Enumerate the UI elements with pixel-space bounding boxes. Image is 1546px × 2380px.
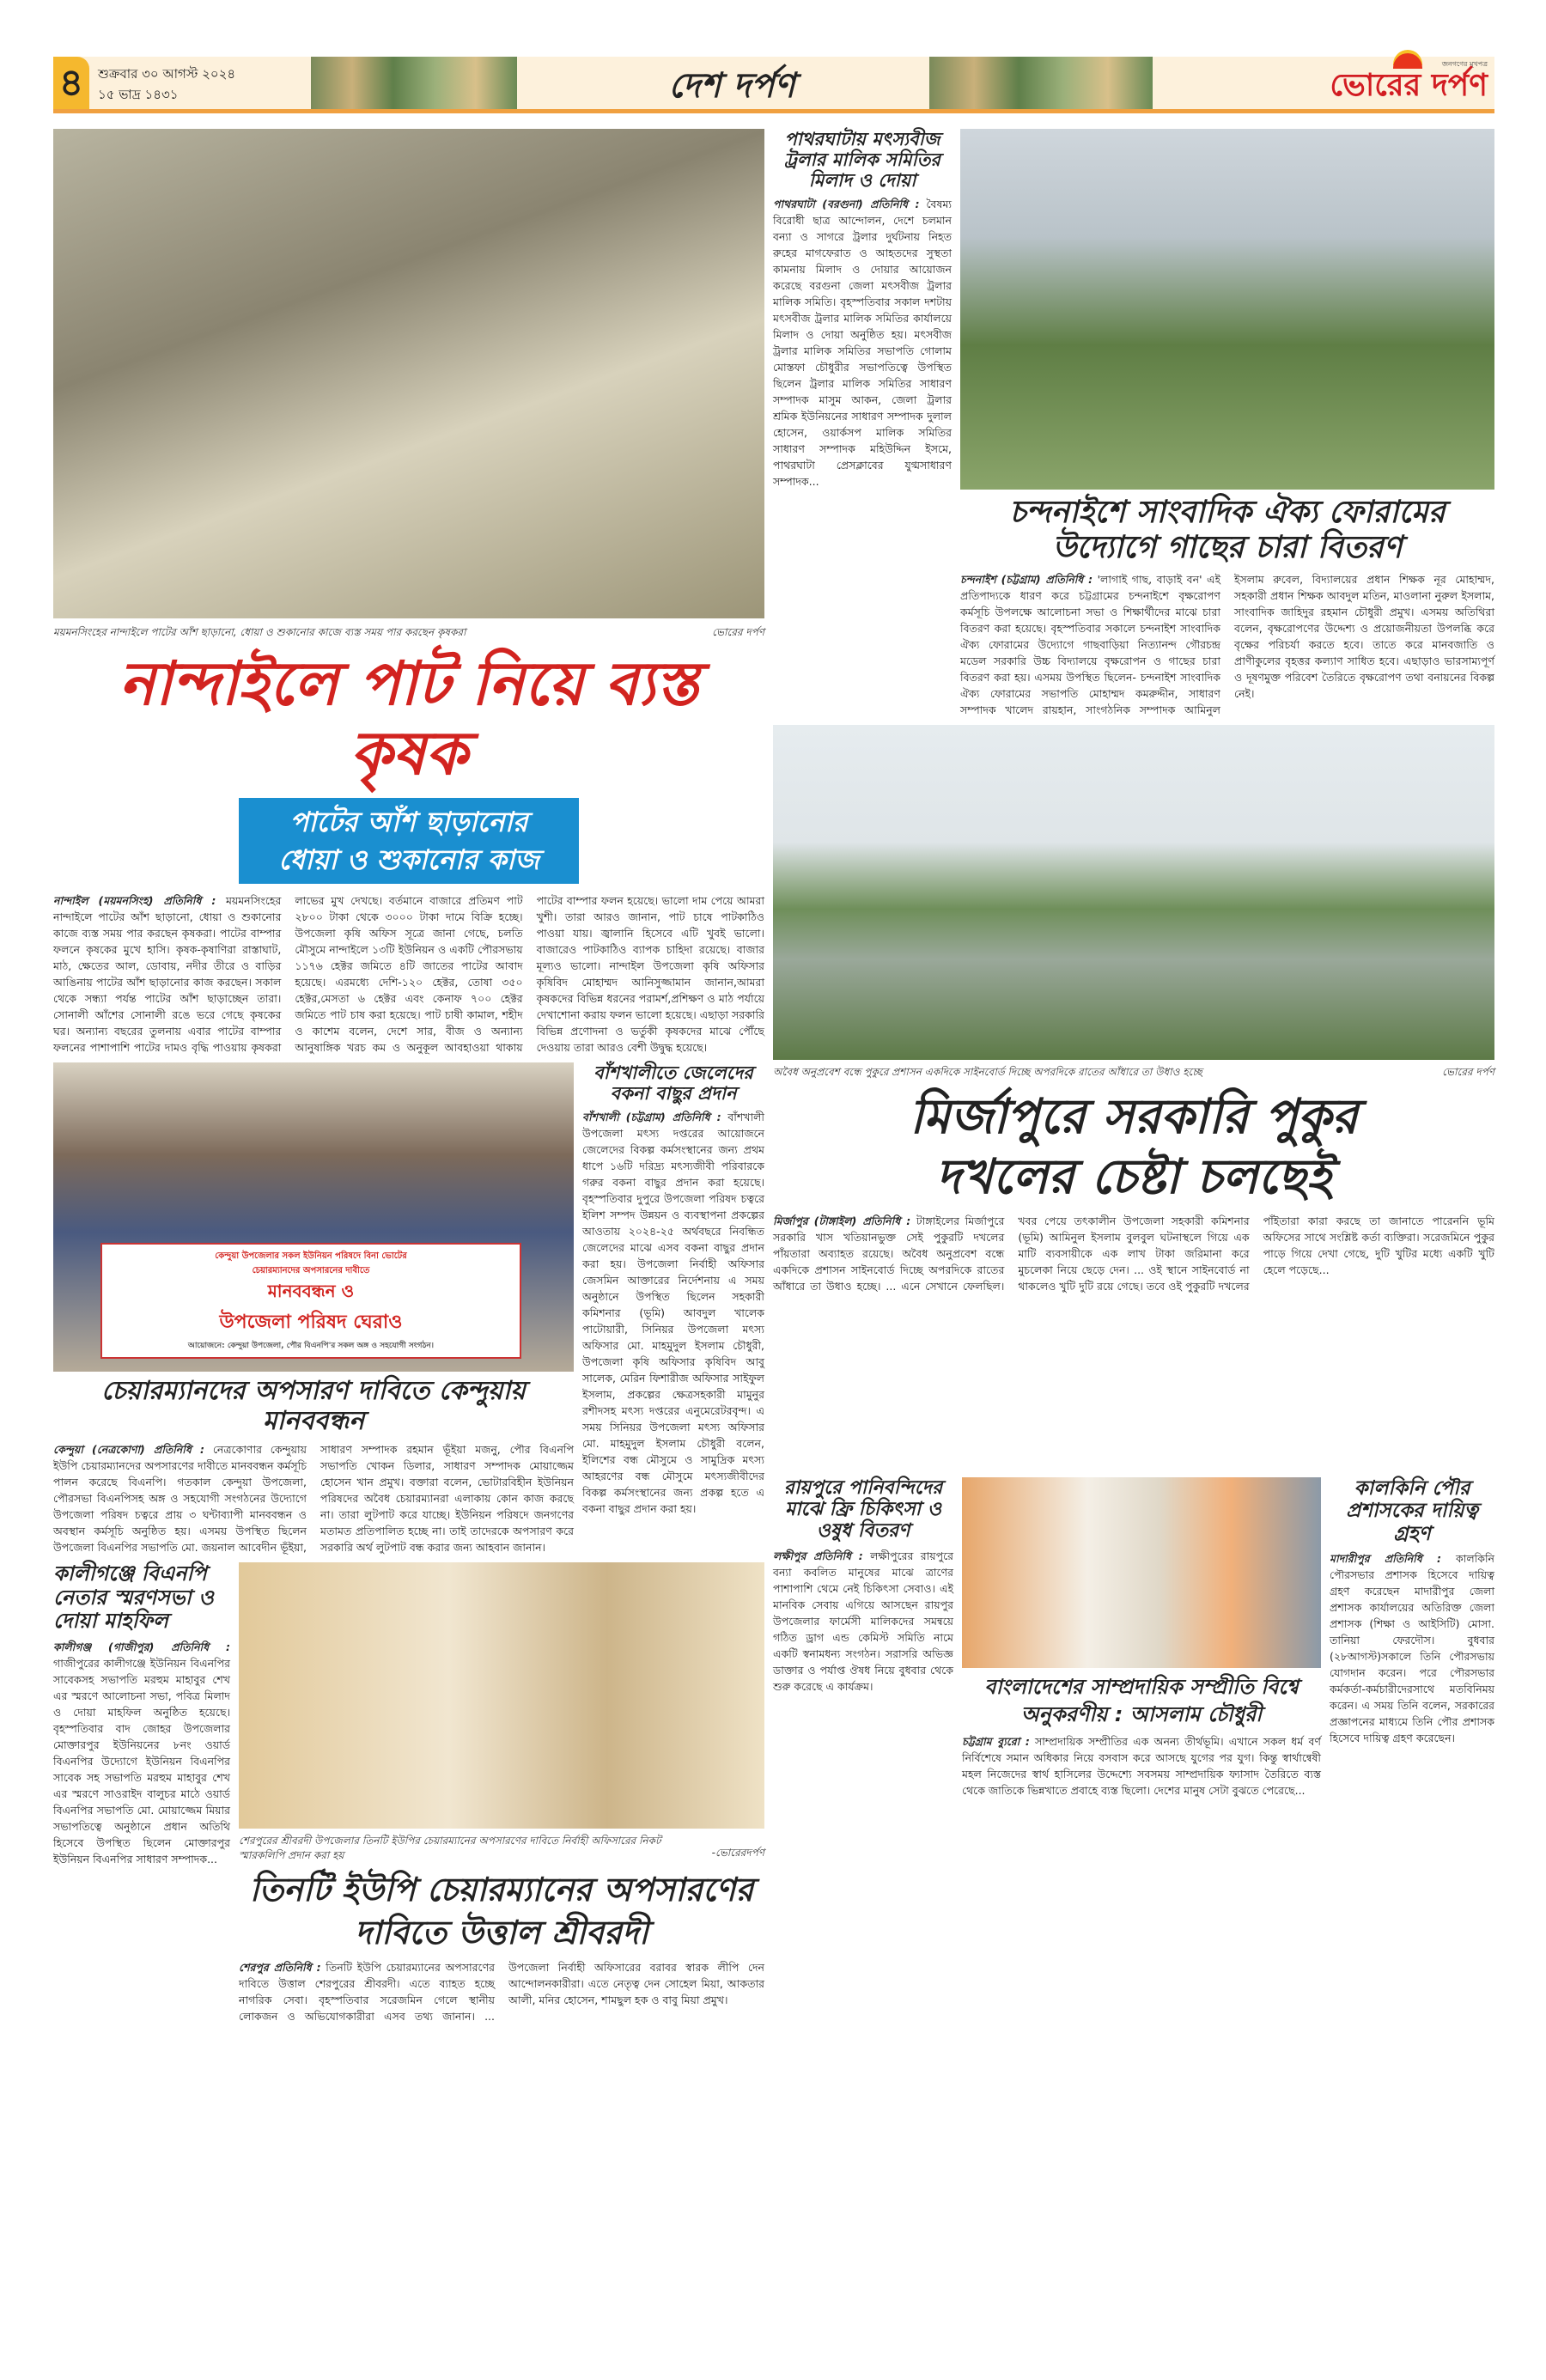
photo-caption: শেরপুরের শ্রীবরদী উপজেলার তিনটি ইউপির চেয়ারম্যানের অপসারণের দাবিতে নির্বাহী অফিসারের নিকট স্মারকলিপি প্রদান করা হয় — [239, 1835, 661, 1861]
tree-planting-photo — [960, 129, 1494, 490]
article-chandanaish — [960, 129, 1494, 718]
article-kendua — [53, 1062, 574, 1555]
banner-line: চেয়ারম্যানদের অপসারনের দাবীতে — [252, 1266, 370, 1275]
dateline: চট্টগ্রাম ব্যুরো : — [962, 1734, 1030, 1748]
headline: বাঁশখালীতে জেলেদের বকনা বাছুর প্রদান — [593, 1062, 753, 1105]
article-body — [962, 1733, 1321, 1799]
article-banshkhali — [582, 1062, 764, 1517]
body-text: বৈষম্য বিরোধী ছাত্র আন্দোলন, দেশে চলমান বন্যা ও সাগরে ট্রলার দুর্ঘটনায় নিহত রুহের মাগফেরাত ও আহতদের সুস্থতা কামনায় মিলাদ ও দোয়ার আয়োজন করেছে বরগুনা জেলা মৎসবীজ ট্রলার মালিক সমিতি। বৃহস্পতিবার সকাল দশটায় মৎসবীজ ট্রলার মালিক সমিতির কার্যালয়ে মিলাদ ও দোয়া অনুষ্ঠিত হয়। মৎসবীজ ট্রলার মালিক সমিতির সভাপতি গোলাম মোস্তফা চৌধুরীর সভাপতিত্বে উপস্থিত ছিলেন ট্রলার মালিক সমিতির সাধারণ সম্পাদক মাসুম আকন, জেলা ট্রলার শ্রমিক ইউনিয়নের সাধারণ সম্পাদক দুলাল হোসেন, ওয়ার্কসপ মালিক সমিতির সাধারণ সম্পাদক মহিউদ্দিন ইসমে, পাথরঘাটা প্রেসক্লাবের যুগ্মসাধারণ সম্পাদক... — [773, 198, 952, 489]
dateline: নান্দাইল (ময়মনসিংহ) প্রতিনিধি : — [53, 894, 216, 907]
article-body — [53, 794, 764, 1056]
photo-credit: ভোরের দর্পণ — [1442, 1065, 1494, 1078]
kaliganj-sreebardi-row — [53, 1562, 764, 2024]
article-body — [773, 196, 952, 490]
photo-credit: -ভোরেরদর্পণ — [711, 1847, 764, 1859]
body-text: নেত্রকোণার কেন্দুয়ায় ইউপি চেয়ারম্যানদের অপসারণের দাবীতে মানববন্ধন কর্মসূচি পালন করেছে বিএনপি। গতকাল কেন্দুয়া উপজেলা, পৌরসভা বিএনপিসহ অঙ্গ ও সহযোগী সংগঠনের উদ্যোগে উপজেলা পরিষদ চত্বরে প্রায় ৩ ঘন্টাব্যাপী মানববন্ধন ও অবস্থান কর্মসূচি অনুষ্ঠিত হয়। এসময় উপস্থিত ছিলেন উপজেলা বিএনপির সভাপতি মো. জয়নাল আবেদীন ভূঁইয়া, সাধারণ সম্পাদক রহমান ভূঁইয়া মজনু, পৌর বিএনপি সভাপতি খোকন ডিলার, সাধারণ সম্পাদক মোয়াজ্জেম হোসেন খান প্রমুখ। বক্তারা বলেন, ভোটারবিহীন ইউনিয়ন পরিষদের অবৈধ চেয়ারম্যানরা এলাকায় কোন কাজ করছে না। তারা লুটপাট করে যাচ্ছে। ইউনিয়ন পরিষদে জনগণের মতামত প্রতিপালিত হচ্ছে না। তাই তাদেরকে অপসারণ করে সরকারি অর্থ লুটপাট বন্ধ করার জন্য আহবান জানান। — [53, 1443, 574, 1554]
photo-caption: অবৈধ অনুপ্রবেশ বন্ধে পুকুরে প্রশাসন একদিকে সাইনবোর্ড দিচ্ছে অপরদিকে রাতের আঁধারে তা উধাও হচ্ছে — [773, 1065, 1202, 1078]
header-photo-strip-right — [929, 57, 1153, 109]
protest-banner — [100, 1243, 521, 1359]
article-body — [773, 1548, 953, 1695]
dateline: মাদারীপুর প্রতিনিধি : — [1330, 1552, 1442, 1566]
section-title: দেশ দর্পণ — [668, 66, 795, 106]
body-text: লক্ষীপুরের রায়পুরে বন্যা কবলিত মানুষের মাঝে ত্রাণের পাশাপাশি থেমে নেই চিকিৎসা সেবাও। এই মানবিক সেবায় এগিয়ে আসছেন রায়পুর উপজেলার ফার্মেসী মালিকদের সমন্বয়ে গঠিত ড্রাগ এন্ড কেমিস্ট সমিতি নামে একটি স্বনামধন্য সংগঠন। সরাসরি অভিজ্ঞ ডাক্তার ও পর্যাপ্ত ঔষধ নিয়ে বুধবার থেকে শুরু করেছে এ কার্যক্রম। — [773, 1549, 953, 1693]
kendua-banshkhali-row — [53, 1062, 764, 1555]
bouquet-photo — [962, 1477, 1321, 1668]
banner-main: মানববন্ধন ও — [267, 1281, 355, 1301]
article-kalkini — [1330, 1477, 1494, 1746]
bottom-right-row — [773, 1477, 1494, 1799]
pull-quote-line: পাটের আঁশ ছাড়ানোর — [289, 806, 528, 838]
masthead-tagline: জনগণের মুখপত্র — [1441, 60, 1488, 68]
article-patharghata — [773, 129, 952, 490]
dateline: পাথরঘাটা (বরগুনা) প্রতিনিধি : — [773, 198, 920, 211]
headline: চন্দনাইশে সাংবাদিক ঐক্য ফোরামের উদ্যোগে গাছের চারা বিতরণ — [1009, 495, 1446, 566]
left-stack — [53, 129, 764, 2024]
article-mirzapur — [773, 725, 1494, 1470]
masthead-name: ভোরের দর্পণ — [1330, 68, 1488, 104]
headline — [239, 1868, 764, 1954]
headline: নান্দাইলে পাট নিয়ে ব্যস্ত কৃষক — [119, 648, 699, 788]
article-sreebardi — [239, 1562, 764, 2024]
photo-caption: ময়মনসিংহের নান্দাইলে পাটের আঁশ ছাড়ানো, ধোয়া ও শুকানোর কাজে ব্যস্ত সময় পার করছেন কৃষকরা — [53, 626, 466, 638]
patharghata-chandanaish-row — [773, 129, 1494, 718]
headline — [773, 1087, 1494, 1208]
date-bengali: ১৫ ভাদ্র ১৪৩১ — [98, 87, 179, 102]
issue-date — [98, 64, 304, 105]
body-text: কালকিনি পৌরসভার প্রশাসক হিসেবে দায়িত্ব গ্রহণ করেছেন মাদারীপুর জেলা প্রশাসক কার্যালয়ের অতিরিক্ত জেলা প্রশাসক (শিক্ষা ও আইসিটি) মোসা. তানিয়া ফেরদৌস। বুধবার (২৮আগস্ট)সকালে তিনি পৌরসভায় যোগদান করেন। পরে পৌরসভার কর্মকর্তা-কর্মচারীদেরসাথে মতবিনিময় করেন। এ সময় তিনি বলেন, সরকারের প্রজ্ঞাপনের মাধ্যমে তিনি পৌর প্রশাসক হিসেবে দায়িত্ব গ্রহণ করেছেন। — [1330, 1552, 1494, 1745]
headline: কালীগঞ্জে বিএনপি নেতার স্মরণসভা ও দোয়া মাহফিল — [53, 1561, 214, 1634]
article-aslam — [962, 1477, 1321, 1799]
dateline: কালীগঞ্জ (গাজীপুর) প্রতিনিধি : — [53, 1640, 230, 1653]
headline — [962, 1673, 1321, 1728]
page-number: ৪ — [53, 57, 89, 109]
body-text: বাঁশখালী উপজেলা মৎস্য দপ্তরের আয়োজনে জেলেদের বিকল্প কর্মসংস্থানের জন্য প্রথম ধাপে ১৬টি দরিদ্র্য মৎস্যজীবী পরিবারকে গরুর বকনা বাছুর প্রদান করা হয়েছে। বৃহস্পতিবার দুপুরে উপজেলা পরিষদ চত্বরে ইলিশ সম্পদ উন্নয়ন ও ব্যবস্থাপনা প্রকল্পের আওতায় ২০২৪-২৫ অর্থবছরে নিবন্ধিত জেলেদের মাঝে এসব বকনা বাছুর প্রদান করা হয়। উপজেলা নির্বাহী অফিসার জেসমিন আক্তারের নির্দেশনায় এ সময় অনুষ্ঠানে উপস্থিত ছিলেন সহকারী কমিশনার (ভূমি) আবদুল খালেক পাটোয়ারী, সিনিয়র উপজেলা মৎস্য অফিসার মো. মাহমুদুল ইসলাম চৌধুরী, উপজেলা কৃষি অফিসার কৃষিবিদ আবু সালেক, মেরিন ফিশারীজ অফিসার সাইফুল ইসলাম, প্রকল্পের ক্ষেত্রসহকারী মামুনুর রশীদসহ মৎস্য দপ্তরের এনুমেরেটরবৃন্দ। এ সময় সিনিয়র উপজেলা মৎস্য অফিসার মো. মাহমুদুল ইসলাম চৌধুরী বলেন, ইলিশের বন্ধ মৌসুমে ও সামুদ্রিক মৎস্য আহরণের বন্ধ মৌসুমে মৎস্যজীবীদের বিকল্প কর্মসংস্থানের জন্য প্রকল্প হতে এ বকনা বাছুর প্রদান করা হয়। — [582, 1111, 764, 1516]
pull-quote-line: ধোয়া ও শুকানোর কাজ — [278, 843, 539, 876]
article-body — [582, 1109, 764, 1517]
article-body — [1330, 1550, 1494, 1746]
article-kaliganj — [53, 1562, 230, 1867]
body-text: গাজীপুরের কালীগঞ্জে ইউনিয়ন বিএনপির সাবেকসহ সভাপতি মরহুম মাহাবুর শেখ এর স্মরণে আলোচনা সভা, পবিত্র মিলাদ ও দোয়া মাহফিল অনুষ্ঠিত হয়েছে। বৃহস্পতিবার বাদ জোহর উপজেলার মোক্তারপুর ইউনিয়নের ৮নং ওয়ার্ড বিএনপির উদ্যোগে ইউনিয়ন বিএনপির সাবেক সহ সভাপতি মরহুম মাহাবুর শেখ এর স্মরণে সাওরাইদ বালুচর মাঠে ওয়ার্ড বিএনপির সভাপতি মো. মোয়াজ্জেম মিয়ার সভাপতিত্বে অনুষ্ঠানে প্রধান অতিথি হিসেবে উপস্থিত ছিলেন মোক্তারপুর ইউনিয়ন বিএনপির সাধারণ সম্পাদক... — [53, 1656, 230, 1866]
banner-footer: আয়োজনে: কেন্দুয়া উপজেলা, পৌর বিএনপি'র সকল অঙ্গ ও সহযোগী সংগঠন। — [188, 1342, 434, 1350]
right-stack — [773, 129, 1494, 1799]
dateline: শেরপুর প্রতিনিধি : — [239, 1961, 321, 1974]
headline-line: বাংলাদেশের সাম্প্রদায়িক সম্প্রীতি বিশ্বে — [984, 1674, 1299, 1699]
headline-line: দাবিতে উত্তাল শ্রীবরদী — [355, 1914, 648, 1951]
body-text: তিনটি ইউপি চেয়ারম্যানের অপসারণের দাবিতে উত্তাল শেরপুরের শ্রীবরদী। এতে ব্যাহত হচ্ছে নাগরিক সেবা। বৃহস্পতিবার সরেজমিন গেলে স্থানীয় লোকজন ও অভিযোগকারীরা এসব তথ্য জানান। ... উপজেলা নির্বাহী অফিসারের বরাবর স্বারক লীপি দেন আন্দোলনকারীরা। এতে নেতৃত্ব দেন সোহেল মিয়া, আকতার আলী, মনির হোসেন, শামছুল হক ও বাবু মিয়া প্রমুখ। — [239, 1961, 764, 2023]
caption-line — [239, 1834, 764, 1863]
headline-line: দখলের চেষ্টা চলছেই — [935, 1148, 1332, 1205]
headline: পাথরঘাটায় মৎস্যবীজ ট্রলার মালিক সমিতির মিলাদ ও দোয়া — [784, 129, 940, 192]
caption-line — [773, 1065, 1494, 1082]
masthead-logo — [1170, 60, 1488, 104]
body-text: 'লাগাই গাছ, বাড়াই বন' এই প্রতিপাদ্যকে ধারণ করে চট্টগ্রামের চন্দনাইশে বৃক্ষরোপণ কর্মসূচি উপলক্ষে আলোচনা সভা ও শিক্ষার্থীদের মাঝে চারা বিতরণ করা হয়েছে। বৃহস্পতিবার সকালে চন্দনাইশ সাংবাদিক ঐক্য ফোরামের উদ্যোগে গাছবাড়িয়া নিত্যানন্দ গৌরচন্দ্র মডেল সরকারি উচ্চ বিদ্যালয়ে বৃক্ষরোপন ও গাছের চারা বিতরণ করা হয়। এসময় উপস্থিত ছিলেন- চন্দনাইশ সাংবাদিক ঐক্য ফোরামের সভাপতি মোহাম্মদ কমরুদ্দীন, সাধারণ সম্পাদক খালেদ রায়হান, সাংগঠনিক সম্পাদক আমিনুল ইসলাম রুবেল, বিদ্যালয়ের প্রধান শিক্ষক নূর মোহাম্মদ, সহকারী প্রধান শিক্ষক আবদুল মতিন, মাওলানা নুরুল ইসলাম, সাংবাদিক জাহিদুর রহমান চৌধুরী প্রমুখ। এসময় অতিথিরা বলেন, বৃক্ষরোপণের উদ্দেশ্য ও প্রয়োজনীয়তা উপলব্ধি করে বৃক্ষের পরিচর্যা করতে হবে। তাতে করে মানবজাতি ও প্রাণীকুলের বৃহত্তর কল্যাণ সাধিত হবে। এছাড়াও ভারসাম্যপূর্ণ ও দূষণমুক্ত পরিবেশ তৈরিতে বৃক্ষরোপণ তথা বনায়নের বিকল্প নেই। — [960, 572, 1494, 716]
dateline: চন্দনাইশ (চট্টগ্রাম) প্রতিনিধি : — [960, 572, 1093, 586]
article-body — [960, 571, 1494, 718]
article-body — [53, 1441, 574, 1555]
banner-main: উপজেলা পরিষদ ঘেরাও — [219, 1312, 403, 1333]
date-gregorian: শুক্রবার ৩০ আগস্ট ২০২৪ — [98, 66, 236, 82]
article-body — [53, 1639, 230, 1867]
dateline: লক্ষীপুর প্রতিনিধি : — [773, 1549, 863, 1562]
headline-line: অনুকরণীয় : আসলাম চৌধুরী — [1020, 1701, 1263, 1726]
headline-line: মির্জাপুরে সরকারি পুকুর — [910, 1088, 1358, 1145]
banner-line: কেন্দুয়া উপজেলার সকল ইউনিয়ন পরিষদে বিনা ভোটের — [215, 1251, 407, 1261]
caption-line — [53, 625, 764, 642]
dateline: বাঁশখালী (চট্টগ্রাম) প্রতিনিধি : — [582, 1111, 721, 1124]
headline: কালকিনি পৌর প্রশাসকের দায়িত্ব গ্রহণ — [1346, 1476, 1478, 1545]
body-text: ময়মনসিংহের নান্দাইলে পাটের আঁশ ছাড়ানো, ধোয়া ও শুকানোর কাজে ব্যস্ত সময় পার করছেন কৃষকরা। পাটের বাম্পার ফলনে কৃষকের মুখে হাসি। কৃষক-কৃষাণিরা রাস্তাঘাট, মাঠ, ক্ষেতের আল, ডোবায়, নদীর তীরে ও বাড়ির আঙিনায় পাটের আঁশ ছাড়ানোর কাজ করছেন। সকাল থেকে সন্ধ্যা পর্যন্ত পাটের আঁশ ছাড়াচ্ছেন তারা। সোনালী আঁশের সোনালী রঙে ভরে গেছে কৃষকের ঘর। অন্যান্য বছরের তুলনায় এবার পাটের বাম্পার ফলনের পাশাপাশি পাটের দামও বৃদ্ধি পাওয়ায় কৃষকরা লাভের মুখ দেখছে। বর্তমানে বাজারে প্রতিমণ পাট ২৮০০ টাকা থেকে ৩০০০ টাকা দামে বিক্রি হচ্ছে। উপজেলা কৃষি অফিস সূত্রে জানা গেছে, চলতি মৌসুমে নান্দাইলে ১৩টি ইউনিয়ন ও একটি পৌরসভায় ১১৭৬ হেক্টর জমিতে ৪টি জাতের পাটের আবাদ হয়েছে। এরমধ্যে দেশি-১২০ হেক্টর, তোষা ৩৫০ হেক্টর,মেসতা ৬ হেক্টর এবং কেনাফ ৭০০ হেক্টর জমিতে পাট চাষ করা হয়েছে। পাট চাষী কামাল, শহীদ ও কাশেম বলেন, দেশে সার, বীজ ও অন্যান্য আনুষাঙ্গিক খরচ কম ও অনুকূল আবহাওয়া থাকায় পাটের বাম্পার ফলন হয়েছে। ভালো দাম পেয়ে আমরা খুশী। তারা আরও জানান, পাট চাষে পাটকাঠিও পাওয়া যায়। জ্বালানি হিসেবে এটি খুবই ভালো। বাজারেও পাটকাঠিও ব্যাপক চাহিদা রয়েছে। বাজার মূল্যও ভালো। নান্দাইল উপজেলা কৃষি অফিসার কৃষিবিদ মোহাম্মদ আনিসুজ্জামান জানান,আমরা কৃষকদের বিভিন্ন ধরনের পরামর্শ,প্রশিক্ষণ ও মাঠ পর্যায়ে দেখাশোনা করায় ফলন ভালো হয়েছে। এছাড়া সরকারি বিভিন্ন প্রণোদনা ও ভর্তুকী কৃষকদের মাঝে পৌঁছে দেওয়ায় তারা আরও বেশী উদ্বুদ্ধ হয়েছে। — [53, 894, 764, 1054]
article-body — [239, 1959, 764, 2024]
page-header — [53, 57, 1494, 113]
article-body — [773, 1213, 1494, 1470]
pond-photo — [773, 725, 1494, 1060]
dateline: মির্জাপুর (টাঙ্গাইল) প্রতিনিধি : — [773, 1214, 911, 1227]
dateline: কেন্দুয়া (নেত্রকোণা) প্রতিনিধি : — [53, 1443, 205, 1456]
memorandum-photo — [239, 1562, 764, 1829]
headline-line: তিনটি ইউপি চেয়ারম্যানের অপসারণের — [249, 1871, 754, 1908]
photo-credit: ভোরের দর্পণ — [712, 626, 764, 638]
article-raipur — [773, 1477, 953, 1695]
jute-farmer-photo — [53, 129, 764, 618]
headline: চেয়ারম্যানদের অপসারণ দাবিতে কেন্দুয়ায় মানববন্ধন — [101, 1376, 526, 1436]
headline: রায়পুরে পানিবন্দিদের মাঝে ফ্রি চিকিৎসা ও ওষুধ বিতরণ — [783, 1476, 943, 1543]
body-text: টাঙ্গাইলের মির্জাপুরে সরকারি খাস খতিয়ানভুক্ত সেই পুকুরটি দখলের পাঁয়তারা অব্যাহত রয়েছে। অবৈধ অনুপ্রবেশ বন্ধে একদিকে প্রশাসন সাইনবোর্ড দিচ্ছে অপরদিকে রাতের আঁধারে তা উধাও হচ্ছে। ... এনে সেখানে ফেলছিল। খবর পেয়ে তৎকালীন উপজেলা সহকারী কমিশনার (ভূমি) আমিনুল ইসলাম বুলবুল ঘটনাস্থলে গিয়ে এক মাটি ব্যবসায়ীকে এক লাখ টাকা জরিমানা করে মুচলেকা নিয়ে ছেড়ে দেন। ... ওই স্থানে সাইনবোর্ড না থাকলেও খুটি দুটি রয়ে গেছে। তবে ওই পুকুরটি দখলের পাঁইতারা কারা করছে তা জানাতে পারেননি ভূমি অফিসের সাথে সংশ্লিষ্ট কর্তা ব্যক্তিরা। সরেজমিনে পুকুর পাড়ে গিয়ে দেখা গেছে, দুটি খুটির মধ্যে একটি খুটি হেলে পড়েছে... — [773, 1214, 1494, 1293]
header-photo-strip-left — [311, 57, 517, 109]
pull-quote — [239, 798, 579, 884]
body-text: সাম্প্রদায়িক সম্প্রীতির এক অনন্য তীর্থভূমি। এখানে সকল ধর্ম বর্ণ নির্বিশেষে সমান অধিকার নিয়ে বসবাস করে আসছে যুগের পর যুগ। কিন্তু স্বার্থান্বেষী মহল নিজেদের স্বার্থ হাসিলের উদ্দেশ্যে সবসময় সাম্প্রদায়িক ফ্যাসাদ তৈরিতে ব্যস্ত থেকে জাতিকে ভিন্নখাতে প্রবাহে ব্যস্ত ছিলো। দেশের মানুষ সেটা বুঝতে পেরেছে... — [962, 1734, 1321, 1797]
human-chain-photo — [53, 1062, 574, 1372]
